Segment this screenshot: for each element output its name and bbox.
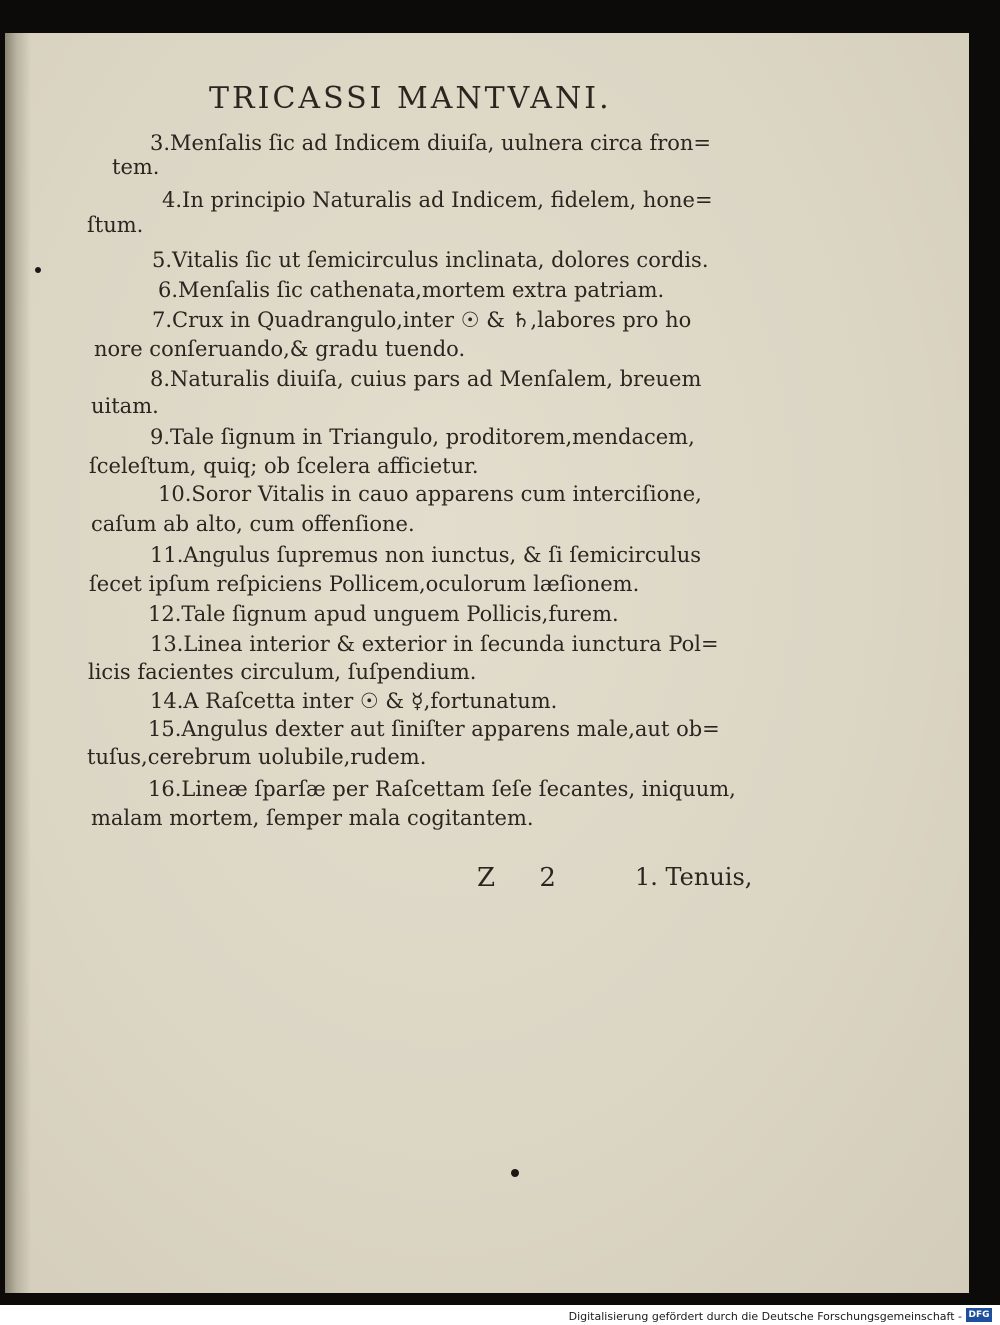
text-line: 4.In principio Naturalis ad Indicem, fidelem, hone= [162, 188, 713, 212]
text-line: nore conſeruando,& gradu tuendo. [94, 337, 466, 361]
text-line: tuſus,cerebrum uolubile,rudem. [87, 745, 427, 769]
signature-mark: Z 2 [477, 863, 574, 893]
dfg-logo: DFG [966, 1308, 992, 1322]
text-line: ſecet ipſum reſpiciens Pollicem,oculorum læſionem. [89, 572, 640, 596]
text-line: malam mortem, ſemper mala cogitantem. [91, 806, 534, 830]
text-line: ſceleſtum, quiq; ob ſcelera afficietur. [89, 454, 479, 478]
text-line: 11.Angulus ſupremus non iunctus, & ſi ſemicirculus [150, 543, 702, 567]
text-line: ſtum. [87, 213, 144, 237]
ink-spot [511, 1169, 519, 1177]
book-page [5, 33, 969, 1293]
page-gutter-shadow [5, 33, 31, 1293]
ink-spot [35, 267, 41, 273]
text-line: tem. [112, 155, 160, 179]
text-line: 5.Vitalis ſic ut ſemicirculus inclinata, dolores cordis. [152, 248, 709, 272]
text-line: 13.Linea interior & exterior in ſecunda iunctura Pol= [150, 632, 719, 656]
text-line: 9.Tale ſignum in Triangulo, proditorem,mendacem, [150, 425, 695, 449]
text-line: 7.Crux in Quadrangulo,inter ☉ & ♄,labores pro ho [152, 308, 692, 332]
text-line: 15.Angulus dexter aut ſiniſter apparens male,aut ob= [148, 717, 720, 741]
text-line: caſum ab alto, cum offenſione. [91, 512, 415, 536]
running-head: TRICASSI MANTVANI. [209, 81, 612, 116]
text-line: 8.Naturalis diuiſa, cuius pars ad Menſalem, breuem [150, 367, 702, 391]
text-line: 14.A Raſcetta inter ☉ & ☿,fortunatum. [150, 689, 558, 713]
text-line: uitam. [91, 394, 159, 418]
catchword: 1. Tenuis, [635, 863, 753, 891]
text-line: licis facientes circulum, ſuſpendium. [88, 660, 477, 684]
text-line: 16.Lineæ ſparſæ per Raſcettam ſeſe ſecantes, iniquum, [148, 777, 736, 801]
text-line: 10.Soror Vitalis in cauo apparens cum interciſione, [158, 482, 702, 506]
text-line: 6.Menſalis ſic cathenata,mortem extra patriam. [158, 278, 665, 302]
footer-credit: Digitalisierung gefördert durch die Deutsche Forschungsgemeinschaft - [568, 1310, 962, 1323]
text-line: 12.Tale ſignum apud unguem Pollicis,furem. [148, 602, 619, 626]
text-line: 3.Menſalis ſic ad Indicem diuiſa, uulnera circa fron= [150, 131, 712, 155]
